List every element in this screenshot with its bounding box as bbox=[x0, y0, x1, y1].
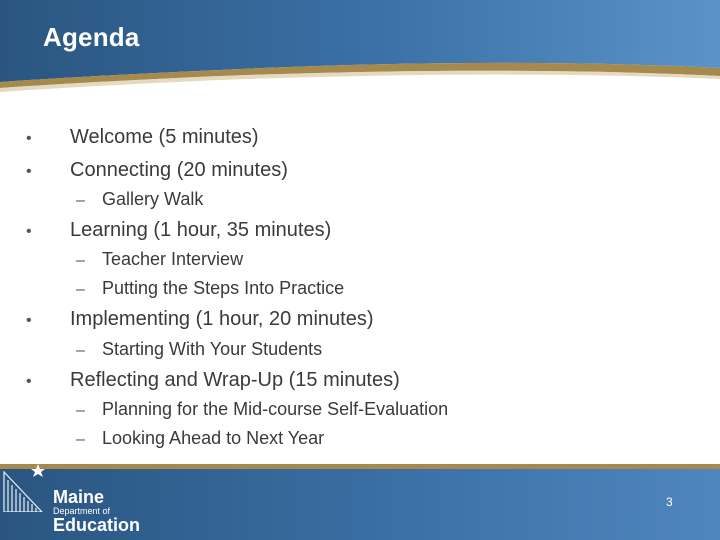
bullet-icon: • bbox=[26, 373, 32, 390]
agenda-item-label: Implementing (1 hour, 20 minutes) bbox=[70, 308, 374, 330]
dash-icon: – bbox=[76, 192, 85, 209]
bullet-icon: • bbox=[26, 223, 32, 240]
agenda-item bbox=[26, 219, 331, 242]
page-number: 3 bbox=[666, 495, 673, 509]
agenda-subitem bbox=[76, 339, 322, 360]
agenda-item-label: Welcome (5 minutes) bbox=[70, 126, 259, 148]
slide-title: Agenda bbox=[43, 22, 140, 52]
agenda-item bbox=[26, 159, 288, 182]
agenda-subitem-label: Looking Ahead to Next Year bbox=[102, 428, 325, 448]
bullet-icon: • bbox=[26, 130, 32, 147]
agenda-subitem bbox=[76, 189, 203, 210]
agenda-item bbox=[26, 308, 374, 331]
agenda-subitem bbox=[76, 278, 344, 299]
agenda-item-label: Learning (1 hour, 35 minutes) bbox=[70, 219, 332, 241]
dash-icon: – bbox=[76, 252, 85, 269]
logo-line-education: Education bbox=[53, 515, 141, 535]
agenda-subitem-label: Teacher Interview bbox=[102, 249, 244, 269]
maine-doe-logo-text bbox=[53, 488, 140, 534]
dash-icon: – bbox=[76, 402, 85, 419]
agenda-subitem bbox=[76, 428, 324, 449]
agenda-item bbox=[26, 369, 400, 392]
dash-icon: – bbox=[76, 431, 85, 448]
bullet-icon: • bbox=[26, 163, 32, 180]
dash-icon: – bbox=[76, 342, 85, 359]
agenda-subitem-label: Planning for the Mid-course Self-Evaluation bbox=[102, 399, 449, 419]
agenda-subitem-label: Starting With Your Students bbox=[102, 339, 323, 359]
agenda-subitem-label: Gallery Walk bbox=[102, 189, 204, 209]
agenda-item bbox=[26, 126, 259, 149]
agenda-subitem bbox=[76, 249, 243, 270]
agenda-subitem bbox=[76, 399, 448, 420]
agenda-item-label: Connecting (20 minutes) bbox=[70, 159, 288, 181]
logo-line-maine: Maine bbox=[53, 487, 105, 507]
header-banner bbox=[0, 0, 720, 96]
logo-line-department: Department of bbox=[53, 506, 111, 516]
footer-banner bbox=[0, 464, 720, 540]
dash-icon: – bbox=[76, 281, 85, 298]
agenda-subitem-label: Putting the Steps Into Practice bbox=[102, 278, 345, 298]
bullet-icon: • bbox=[26, 312, 32, 329]
maine-doe-logo-icon bbox=[0, 464, 46, 512]
agenda-item-label: Reflecting and Wrap-Up (15 minutes) bbox=[70, 369, 400, 391]
